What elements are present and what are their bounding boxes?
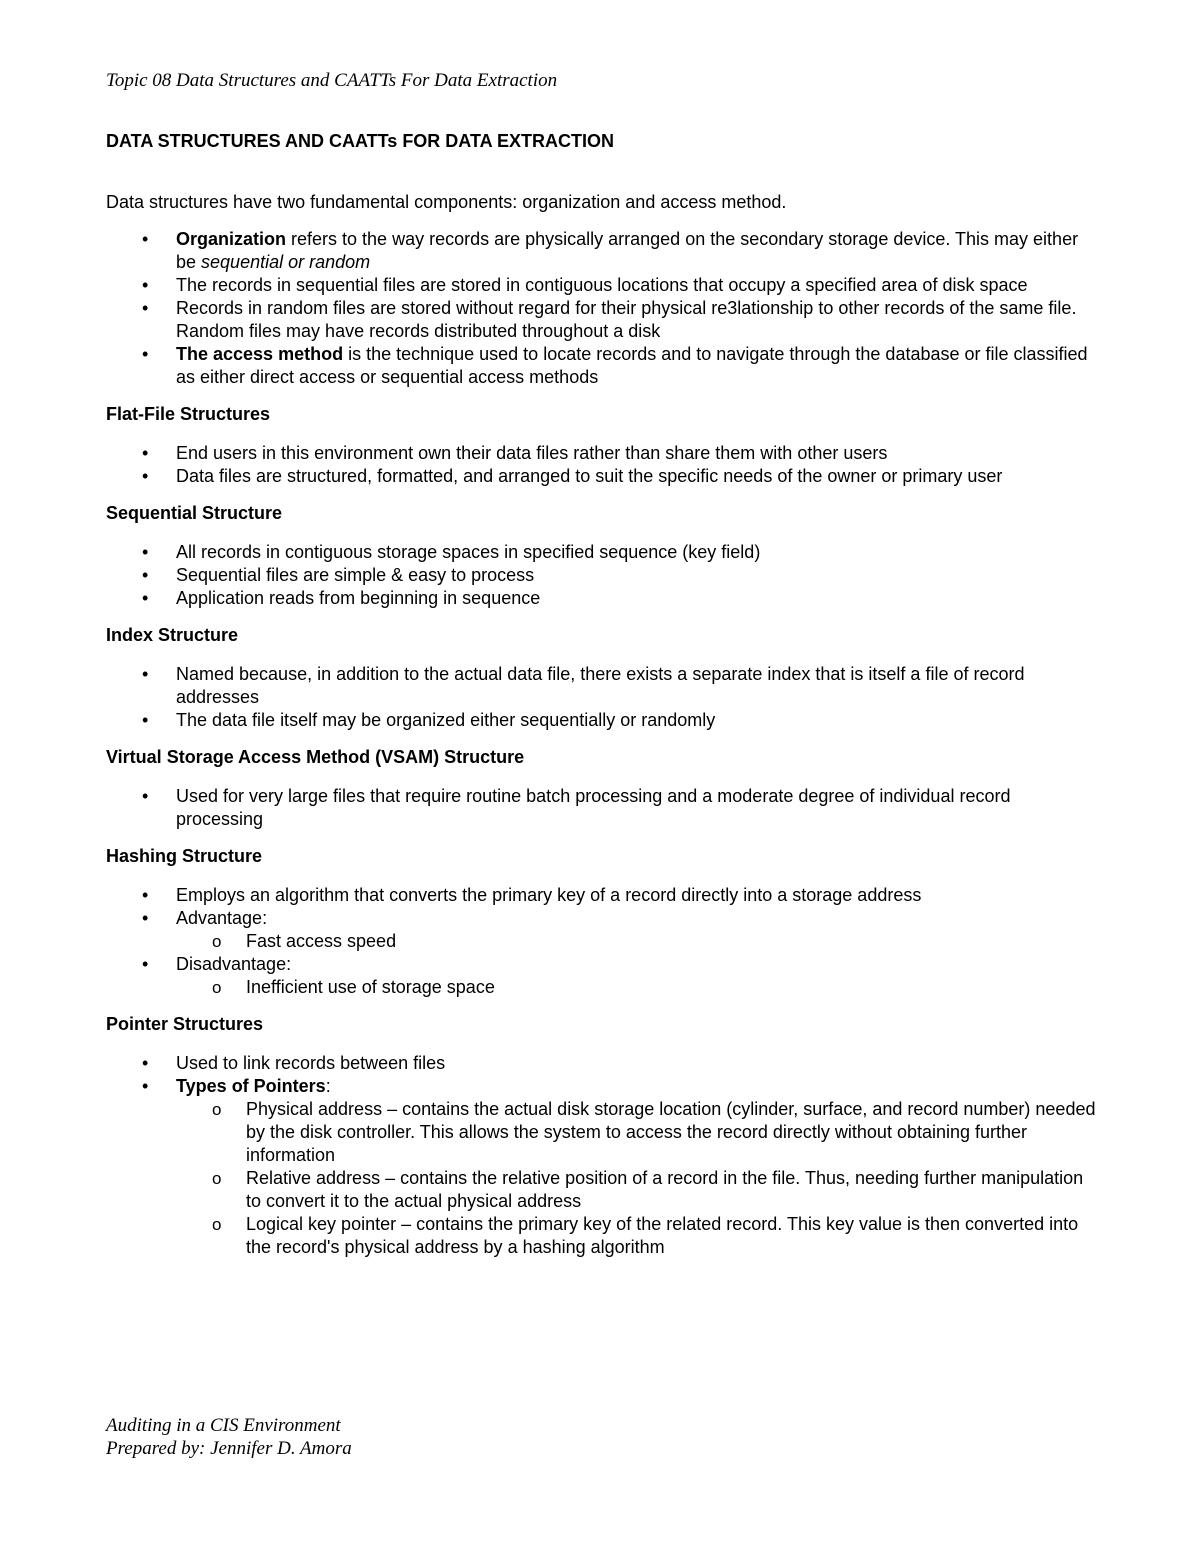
bold-term: Types of Pointers: [176, 1076, 326, 1096]
item-text: Disadvantage:: [176, 954, 292, 974]
list-item: [106, 907, 1096, 953]
list-item: • The records in sequential files are stored in contiguous locations that occupy a specified area of disk space: [106, 274, 1096, 297]
footer-line-course: Auditing in a CIS Environment: [106, 1415, 341, 1436]
list-item: [106, 343, 1096, 389]
section-heading-index: Index Structure: [106, 625, 239, 645]
footer-line-author: Prepared by: Jennifer D. Amora: [106, 1438, 352, 1459]
list-item: • Data files are structured, formatted, and arranged to suit the specific needs of the owner or primary user: [106, 465, 1096, 488]
list-item: [106, 1075, 1096, 1259]
italic-term: sequential or random: [201, 252, 371, 272]
sequential-list: [106, 541, 1096, 610]
list-item: • Records in random files are stored without regard for their physical re3lationship to other records of the same file. Random files may have records distributed throughout a disk: [106, 297, 1096, 343]
sub-list-item: o Relative address – contains the relative position of a record in the file. Thus, needing further manipulation to convert it to the actual physical address: [106, 1167, 1096, 1213]
section-heading-sequential: Sequential Structure: [106, 503, 283, 523]
list-item: • Named because, in addition to the actual data file, there exists a separate index that is itself a file of record addresses: [106, 663, 1096, 709]
sub-list-item: o Logical key pointer – contains the primary key of the related record. This key value is then converted into the record's physical address by a hashing algorithm: [106, 1213, 1096, 1259]
section-heading-flat-file: Flat-File Structures: [106, 404, 271, 424]
intro-bullet-list: [106, 228, 1096, 389]
list-item: • Used for very large files that require routine batch processing and a moderate degree of individual record processing: [106, 785, 1096, 831]
page-header: Topic 08 Data Structures and CAATTs For Data Extraction: [106, 70, 558, 91]
vsam-list: [106, 785, 1096, 831]
page-footer: [106, 1414, 352, 1460]
section-heading-hashing: Hashing Structure: [106, 846, 263, 866]
flat-file-list: [106, 442, 1096, 488]
list-item: • Application reads from beginning in sequence: [106, 587, 1096, 610]
hashing-list: [106, 884, 1096, 999]
section-heading-pointer: Pointer Structures: [106, 1014, 264, 1034]
intro-paragraph: Data structures have two fundamental components: organization and access method.: [106, 192, 787, 212]
index-list: [106, 663, 1096, 732]
list-item: • Employs an algorithm that converts the primary key of a record directly into a storage address: [106, 884, 1096, 907]
list-item: • Sequential files are simple & easy to process: [106, 564, 1096, 587]
list-item: [106, 953, 1096, 999]
list-item: • Used to link records between files: [106, 1052, 1096, 1075]
item-text: refers to the way records are physically arranged on the secondary storage device. This may either be: [176, 229, 1079, 272]
item-text: :: [325, 1076, 331, 1096]
document-title: DATA STRUCTURES AND CAATTs FOR DATA EXTRACTION: [106, 131, 614, 151]
bold-term: Organization: [176, 229, 287, 249]
advantage-sub-list: [176, 930, 1096, 953]
item-text: Advantage:: [176, 908, 268, 928]
pointer-list: [106, 1052, 1096, 1259]
pointer-types-sub-list: [176, 1098, 1096, 1259]
sub-list-item: o Inefficient use of storage space: [106, 976, 1096, 999]
list-item: • End users in this environment own their data files rather than share them with other users: [106, 442, 1096, 465]
sub-list-item: o Physical address – contains the actual disk storage location (cylinder, surface, and record number) needed by the disk controller. This allows the system to access the record directly without obtaining further information: [106, 1098, 1096, 1167]
sub-list-item: o Fast access speed: [106, 930, 1096, 953]
list-item: [106, 228, 1096, 274]
item-text: is the technique used to locate records and to navigate through the database or file classified as either direct access or sequential access methods: [176, 344, 1088, 387]
section-heading-vsam: Virtual Storage Access Method (VSAM) Structure: [106, 747, 525, 767]
document-body: [106, 130, 1096, 1273]
disadvantage-sub-list: [176, 976, 1096, 999]
bold-term: The access method: [176, 344, 344, 364]
list-item: • The data file itself may be organized either sequentially or randomly: [106, 709, 1096, 732]
list-item: • All records in contiguous storage spaces in specified sequence (key field): [106, 541, 1096, 564]
